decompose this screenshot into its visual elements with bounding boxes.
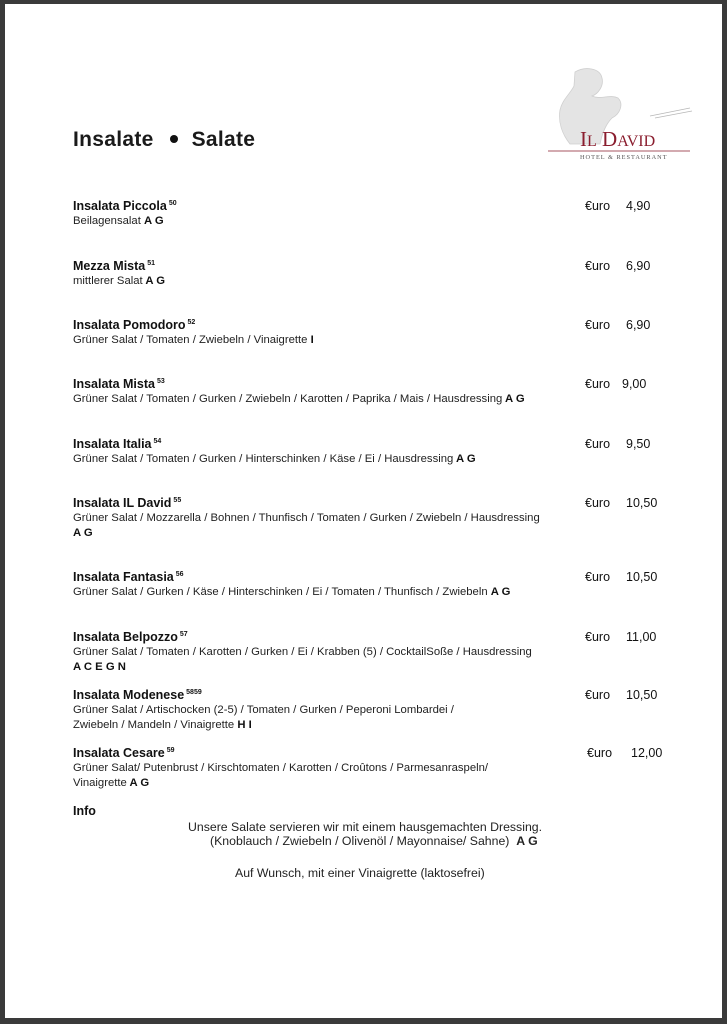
currency-label: €uro: [585, 688, 611, 702]
item-number: 50: [168, 200, 177, 207]
item-ingredients: Grüner Salat / Artischocken (2-5) / Tomaten / Gurken / Peperoni Lombardei / Zwiebeln / Mandeln / Vinaigrette: [73, 704, 454, 731]
item-number: 55: [173, 497, 182, 504]
item-name-text: Insalata Mista: [73, 377, 155, 391]
item-price: [585, 496, 658, 511]
item-allergens: A C E G N: [73, 660, 126, 673]
item-allergens: A G: [142, 275, 166, 287]
item-ingredients: Grüner Salat / Gurken / Käse / Hinterschinken / Ei / Tomaten / Thunfisch / Zwiebeln: [73, 586, 491, 598]
currency-label: €uro: [585, 377, 611, 391]
item-price: [585, 259, 651, 274]
item-price: [585, 377, 647, 392]
currency-label: €uro: [585, 630, 611, 644]
bullet-icon: [170, 135, 178, 143]
item-allergens: A G: [73, 526, 93, 539]
currency-label: €uro: [585, 259, 611, 273]
item-number: 56: [175, 571, 184, 578]
item-ingredients: Grüner Salat / Mozzarella / Bohnen / Thunfisch / Tomaten / Gurken / Zwiebeln / Hausdressing: [73, 512, 540, 524]
price-value: 10,50: [626, 688, 658, 702]
item-name-text: Insalata Belpozzo: [73, 630, 178, 644]
price-value: 10,50: [626, 570, 658, 584]
item-number: 54: [153, 438, 162, 445]
item-name-text: Insalata Italia: [73, 437, 152, 451]
menu-item: [73, 437, 693, 467]
info-line-2-text: (Knoblauch / Zwiebeln / Olivenöl / Mayonnaise/ Sahne): [210, 834, 510, 848]
item-number: 52: [187, 319, 196, 326]
info-heading: Info: [73, 804, 96, 818]
currency-label: €uro: [585, 199, 611, 213]
item-name-text: Insalata IL David: [73, 496, 172, 510]
item-price: [585, 437, 651, 452]
il-david-logo: [540, 64, 705, 164]
info-allergens: A G: [516, 834, 538, 848]
item-ingredients: Beilagensalat: [73, 215, 144, 227]
item-price: [585, 688, 658, 703]
item-allergens: A G: [490, 586, 511, 598]
item-allergens: A G: [143, 215, 164, 227]
item-price: [585, 199, 651, 214]
item-name-text: Insalata Pomodoro: [73, 318, 186, 332]
item-ingredients: Grüner Salat / Tomaten / Zwiebeln / Vinaigrette: [73, 334, 308, 346]
item-description: [73, 392, 573, 407]
item-allergens: I: [307, 334, 314, 346]
item-ingredients: Grüner Salat / Tomaten / Gurken / Hinterschinken / Käse / Ei / Hausdressing: [73, 453, 454, 465]
price-value: 10,50: [626, 496, 658, 510]
item-description: [73, 452, 573, 467]
item-description: [73, 333, 573, 348]
menu-item: [73, 688, 693, 732]
currency-label: €uro: [585, 496, 611, 510]
item-name-text: Insalata Piccola: [73, 199, 167, 213]
item-number: 57: [179, 631, 188, 638]
item-allergens: A G: [502, 393, 525, 405]
info-line-3: Auf Wunsch, mit einer Vinaigrette (laktosefrei): [235, 866, 485, 880]
price-value: 11,00: [626, 630, 657, 644]
info-line-2: [210, 834, 538, 848]
currency-label: €uro: [585, 437, 611, 451]
title-salate: Salate: [191, 128, 256, 151]
item-name-text: Insalata Cesare: [73, 746, 165, 760]
price-value: 12,00: [631, 746, 663, 760]
item-number: 51: [147, 260, 156, 267]
item-description: [73, 645, 573, 674]
price-value: 9,50: [626, 437, 651, 451]
menu-page: [5, 4, 722, 1018]
price-value: 9,00: [622, 377, 647, 391]
item-description: [73, 274, 573, 289]
price-value: 6,90: [626, 259, 651, 273]
info-line-1: Unsere Salate servieren wir mit einem hausgemachten Dressing.: [188, 820, 543, 834]
item-description: [73, 703, 573, 732]
item-ingredients: mittlerer Salat: [73, 275, 143, 287]
item-price: [587, 746, 663, 761]
item-ingredients: Grüner Salat/ Putenbrust / Kirschtomaten / Karotten / Croûtons / Parmesanraspeln/ Vinaigrette: [73, 762, 489, 789]
menu-item: [73, 377, 693, 407]
item-allergens: A G: [126, 776, 150, 789]
item-allergens: A G: [453, 453, 476, 465]
currency-label: €uro: [587, 746, 613, 760]
svg-text:IL DAVID: IL DAVID: [580, 127, 656, 151]
item-description: [73, 511, 573, 540]
svg-text:HOTEL & RESTAURANT: HOTEL & RESTAURANT: [580, 154, 668, 161]
item-number: 59: [166, 747, 175, 754]
price-value: 6,90: [626, 318, 651, 332]
item-price: [585, 318, 651, 333]
menu-item: [73, 746, 693, 790]
item-ingredients: Grüner Salat / Tomaten / Karotten / Gurken / Ei / Krabben (5) / CocktailSoße / Hausdressing: [73, 646, 532, 658]
title-insalate: Insalate: [73, 128, 154, 151]
menu-item: [73, 199, 693, 229]
currency-label: €uro: [585, 318, 611, 332]
item-description: [73, 761, 573, 790]
item-name-text: Mezza Mista: [73, 259, 146, 273]
menu-item: [73, 318, 693, 348]
item-name-text: Insalata Fantasia: [73, 570, 174, 584]
item-number: 5859: [186, 689, 202, 696]
item-name-text: Insalata Modenese: [73, 688, 185, 702]
item-price: [585, 570, 658, 585]
page-title: [73, 128, 255, 152]
menu-item: [73, 259, 693, 289]
item-number: 53: [156, 378, 165, 385]
item-ingredients: Grüner Salat / Tomaten / Gurken / Zwiebeln / Karotten / Paprika / Mais / Hausdressing: [73, 393, 503, 405]
menu-item: [73, 496, 693, 540]
item-allergens: H I: [234, 718, 252, 731]
menu-item: [73, 570, 693, 600]
item-description: [73, 214, 573, 229]
currency-label: €uro: [585, 570, 611, 584]
item-description: [73, 585, 573, 600]
price-value: 4,90: [626, 199, 651, 213]
item-price: [585, 630, 657, 645]
menu-item: [73, 630, 693, 674]
